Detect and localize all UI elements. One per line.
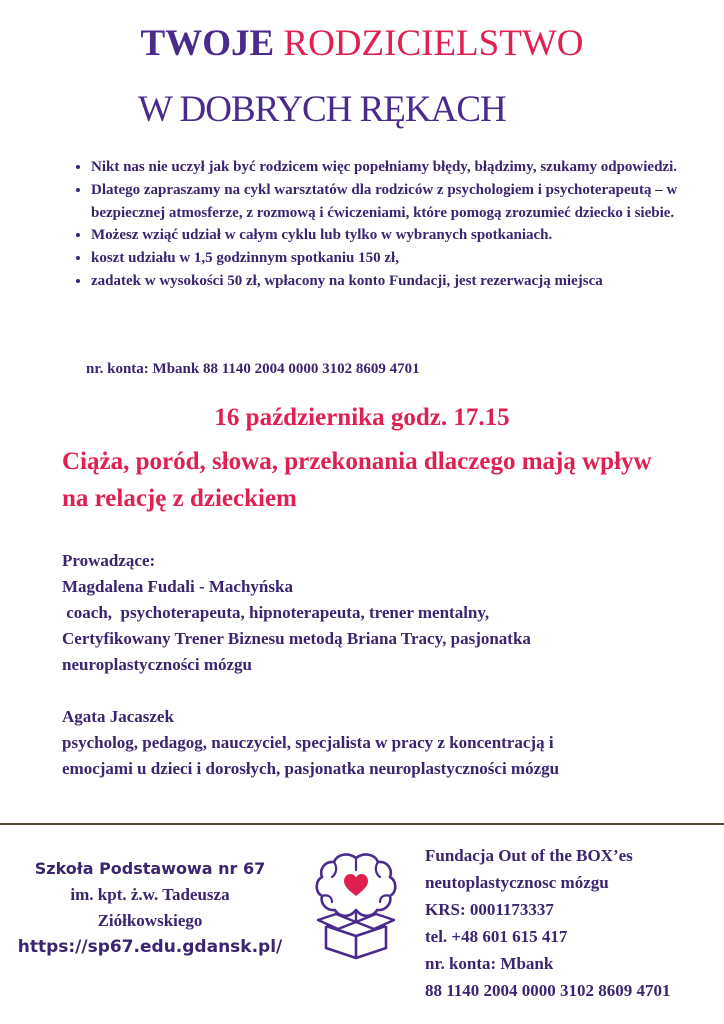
foundation-account-number: 88 1140 2004 0000 3102 8609 4701 (425, 981, 671, 1000)
event-date: 16 października godz. 17.15 (214, 404, 510, 431)
spacer (62, 678, 682, 704)
host1-desc-line: neuroplastyczności mózgu (62, 655, 252, 674)
title-word-rodzicielstwo: RODZICIELSTWO (283, 23, 584, 64)
hosts-heading: Prowadzące: (62, 551, 156, 570)
title-word-twoje: TWOJE (140, 23, 275, 64)
host1-desc-line: Certyfikowany Trener Biznesu metodą Briana Tracy, pasjonatka (62, 629, 531, 648)
list-item: • zadatek w wysokości 50 zł, wpłacony na konto Fundacji, jest rezerwacją miejsca (91, 270, 681, 293)
list-item: • Możesz wziąć udział w całym cyklu lub tylko w wybranych spotkaniach. (91, 224, 681, 247)
host1-desc-line: coach, psychoterapeuta, hipnoterapeuta, trener mentalny, (62, 603, 490, 622)
poster-title-line2: W DOBRYCH RĘKACH (138, 89, 506, 130)
school-name: Szkoła Podstawowa nr 67 (34, 859, 266, 878)
foundation-tagline: neutoplastycznosc mózgu (425, 873, 609, 892)
host2-desc-line: emocjami u dzieci i dorosłych, pasjonatka neuroplastyczności mózgu (62, 759, 560, 778)
poster-title-line1 (0, 22, 724, 65)
foundation-info (425, 842, 671, 1004)
foundation-phone: tel. +48 601 615 417 (425, 927, 568, 946)
list-item: • koszt udziału w 1,5 godzinnym spotkaniu 150 zł, (91, 247, 681, 270)
school-patron-line: Ziółkowskiego (97, 911, 203, 930)
brain-heart-box-icon (310, 850, 402, 960)
info-bullet-list (72, 156, 681, 293)
bank-account-line: nr. konta: Mbank 88 1140 2004 0000 3102 8609 4701 (86, 361, 420, 377)
list-item: • Nikt nas nie uczył jak być rodzicem więc popełniamy błędy, błądzimy, szukamy odpowiedzi. (91, 156, 681, 179)
school-url-link[interactable]: https://sp67.edu.gdansk.pl/ (17, 937, 283, 957)
list-item: • Dlatego zapraszamy na cykl warsztatów dla rodziców z psychologiem i psychoterapeutą – w bezpiecznej atmosferze, z rozmową i ćwiczeniami, które pomogą zrozumieć dziecko i siebie. (91, 179, 681, 225)
host2-name: Agata Jacaszek (62, 707, 174, 726)
school-patron-line: im. kpt. ż.w. Tadeusza (70, 885, 230, 904)
foundation-krs: KRS: 0001173337 (425, 900, 554, 919)
hosts-section (62, 548, 682, 782)
foundation-account-label: nr. konta: Mbank (425, 954, 554, 973)
foundation-name: Fundacja Out of the BOX’es (425, 846, 633, 865)
host2-desc-line: psycholog, pedagog, nauczyciel, specjalista w pracy z koncentracją i (62, 733, 554, 752)
footer-divider (0, 823, 724, 825)
school-info (10, 856, 290, 960)
host1-name: Magdalena Fudali - Machyńska (62, 577, 293, 596)
event-topic: Ciąża, poród, słowa, przekonania dlaczego mają wpływ na relację z dzieckiem (62, 448, 652, 512)
